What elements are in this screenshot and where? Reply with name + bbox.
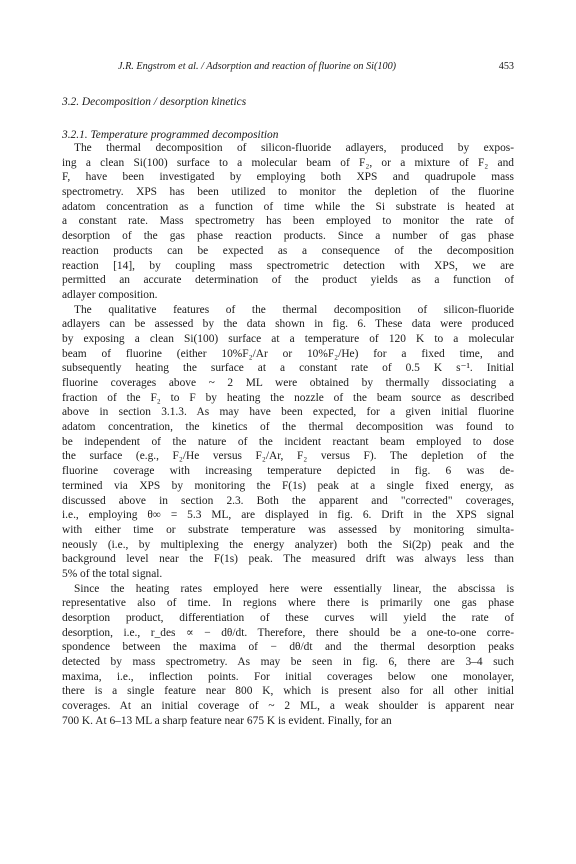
body-text <box>62 141 514 729</box>
text-line: a constant rate. Mass spectrometry has been employed to monitor the rate of <box>62 215 514 228</box>
text-line: The thermal decomposition of silicon-fluoride adlayers, produced by expos- <box>74 142 514 154</box>
text-line: above in section 3.1.3. As may have been expected, for a given initial fluorine <box>62 406 514 419</box>
text-line: maxima, i.e., inflection points. For initial coverages below one monolayer, <box>62 670 514 683</box>
text-line: fraction of the F₂ to F by heating the nozzle of the beam source as described <box>62 391 514 404</box>
text-line: The qualitative features of the thermal decomposition of silicon-fluoride <box>74 303 514 316</box>
text-line: fluorine coverage with increasing temperature depicted in fig. 6 was de- <box>62 465 514 478</box>
text-line: by exposing a clean Si(100) surface at a temperature of 120 K to a molecular <box>62 332 514 345</box>
text-line: Since the heating rates employed here were essentially linear, the abscissa is <box>74 582 514 595</box>
text-line: discussed above in section 2.3. Both the apparent and "corrected" coverages, <box>62 494 514 507</box>
text-line: termined via XPS by monitoring the F(1s) peak at a single fixed energy, as <box>62 479 514 492</box>
page-number: 453 <box>498 61 514 72</box>
text-line: 700 K. At 6–13 ML a sharp feature near 675 K is evident. Finally, for an <box>62 714 392 727</box>
text-line: representative also of time. In regions where there is primarily one gas phase <box>62 597 514 610</box>
text-line: with either time or substrate temperature was assessed by monitoring simulta- <box>62 523 514 536</box>
text-line: ing a clean Si(100) surface to a molecular beam of F₂, or a mixture of F₂ and <box>62 156 514 169</box>
text-line: adatom concentration, the kinetics of the thermal decomposition was found to <box>62 421 514 434</box>
section-heading: 3.2. Decomposition / desorption kinetics <box>62 96 247 108</box>
text-line: adlayer composition. <box>62 288 158 301</box>
text-line: spectrometry. XPS has been utilized to monitor the depletion of the fluorine <box>62 186 514 199</box>
text-line: i.e., employing θ∞ = 5.3 ML, are displayed in fig. 6. Drift in the XPS signal <box>62 509 514 522</box>
text-line: F, have been investigated by employing both XPS and quadrupole mass <box>62 171 514 184</box>
text-line: fluorine coverages above ~ 2 ML were obtained by thermally dissociating a <box>62 377 514 389</box>
text-line: detected by mass spectrometry. As may be seen in fig. 6, there are 3–4 such <box>62 656 514 669</box>
text-line: 5% of the total signal. <box>62 567 163 580</box>
text-line: adatom concentration as a function of time while the Si substrate is heated at <box>62 200 514 213</box>
text-line: background level near the F(1s) peak. The measured drift was always less than <box>62 553 514 566</box>
text-line: the surface (e.g., F₂/He versus F₂/Ar, F₂ versus F). The depletion of the <box>62 450 514 463</box>
text-line: beam of fluorine (either 10%F₂/Ar or 10%F₂/He) for a fixed time, and <box>62 347 514 360</box>
text-line: neously (i.e., by multiplexing the energy analyzer) both the Si(2p) peak and the <box>62 538 514 551</box>
text-line: desorption of the gas phase reaction products. Since a number of gas phase <box>62 230 514 243</box>
text-line: desorption product, differentiation of these curves will yield the rate of <box>62 612 514 624</box>
subsection-heading: 3.2.1. Temperature programmed decomposition <box>62 129 279 141</box>
running-title: J.R. Engstrom et al. / Adsorption and reaction of fluorine on Si(100) <box>118 61 397 72</box>
text-line: subsequently heating the surface at a constant rate of 0.5 K s⁻¹. Initial <box>62 362 514 375</box>
text-line: coverages. At an initial coverage of ~ 2 ML, a weak shoulder is apparent near <box>62 700 514 713</box>
text-line: desorption, i.e., r_des ∝ − dθ/dt. Therefore, there should be a one-to-one corre- <box>62 626 514 639</box>
text-line: spondence between the maxima of − dθ/dt and the thermal desorption peaks <box>62 641 514 654</box>
paragraph <box>62 303 514 582</box>
paragraph <box>62 141 514 303</box>
text-line: there is a single feature near 800 K, which is present also for all other initial <box>62 685 514 698</box>
text-line: permitted an accurate determination of the product yields as a function of <box>62 274 514 287</box>
text-line: reaction products can be expected as a consequence of the decomposition <box>62 244 514 257</box>
paragraph <box>62 582 514 729</box>
text-line: be independent of the nature of the incident reactant beam employed to dose <box>62 435 514 448</box>
text-line: reaction [14], by coupling mass spectrometric detection with XPS, we are <box>62 259 514 272</box>
text-line: adlayers can be assessed by the data shown in fig. 6. These data were produced <box>62 318 514 331</box>
running-header <box>62 60 514 74</box>
